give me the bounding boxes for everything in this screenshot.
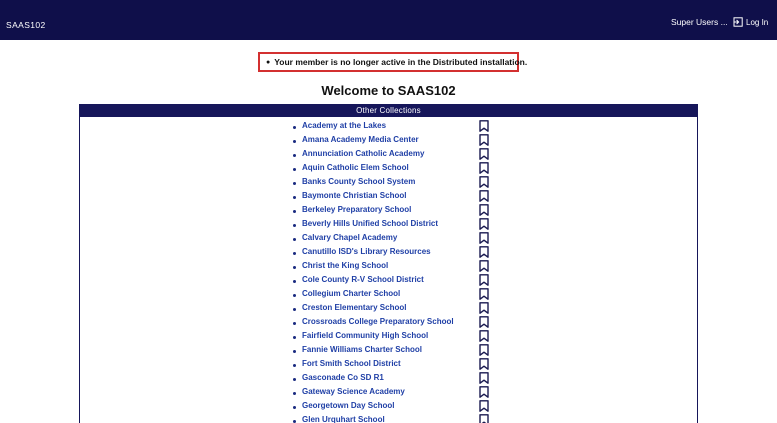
collection-list-item (80, 190, 697, 204)
bookmark-icon[interactable] (479, 190, 489, 202)
inactive-member-alert (258, 52, 528, 72)
alert-bullet: ● (266, 58, 271, 66)
collection-link[interactable]: Annunciation Catholic Academy (302, 149, 425, 158)
collection-link[interactable]: Georgetown Day School (302, 401, 395, 410)
list-bullet (293, 168, 296, 171)
top-navigation-bar (0, 0, 777, 40)
collection-link[interactable]: Baymonte Christian School (302, 191, 407, 200)
site-brand[interactable]: SAAS102 (6, 20, 46, 30)
bookmark-icon[interactable] (479, 414, 489, 423)
list-bullet (293, 182, 296, 185)
list-bullet (293, 294, 296, 297)
list-bullet (293, 322, 296, 325)
panel-heading: Other Collections (80, 104, 697, 117)
list-bullet (293, 196, 296, 199)
collection-link[interactable]: Beverly Hills Unified School District (302, 219, 439, 228)
collection-list-item (80, 232, 697, 246)
collection-list-item (80, 288, 697, 302)
bookmark-icon[interactable] (479, 372, 489, 384)
collection-link[interactable]: Creston Elementary School (302, 303, 407, 312)
collection-list-item (80, 204, 697, 218)
collection-link[interactable]: Academy at the Lakes (302, 121, 387, 130)
collection-link[interactable]: Glen Urquhart School (302, 415, 385, 423)
bookmark-icon[interactable] (479, 316, 489, 328)
collection-link[interactable]: Amana Academy Media Center (302, 135, 419, 144)
bookmark-icon[interactable] (479, 386, 489, 398)
list-bullet (293, 378, 296, 381)
other-collections-panel (79, 104, 698, 423)
collection-link[interactable]: Berkeley Preparatory School (302, 205, 412, 214)
collection-list-item (80, 176, 697, 190)
bookmark-icon[interactable] (479, 330, 489, 342)
collection-list-item (80, 134, 697, 148)
list-bullet (293, 252, 296, 255)
collection-link[interactable]: Fairfield Community High School (302, 331, 429, 340)
collection-list-item (80, 414, 697, 423)
collection-list-item (80, 372, 697, 386)
bookmark-icon[interactable] (479, 400, 489, 412)
collections-list (80, 120, 697, 423)
list-bullet (293, 140, 296, 143)
collection-list-item (80, 218, 697, 232)
collection-link[interactable]: Fort Smith School District (302, 359, 401, 368)
bookmark-icon[interactable] (479, 162, 489, 174)
collection-list-item (80, 274, 697, 288)
list-bullet (293, 154, 296, 157)
list-bullet (293, 280, 296, 283)
collection-link[interactable]: Canutillo ISD's Library Resources (302, 247, 431, 256)
list-bullet (293, 406, 296, 409)
collection-list-item (80, 162, 697, 176)
list-bullet (293, 266, 296, 269)
collection-link[interactable]: Crossroads College Preparatory School (302, 317, 454, 326)
collection-list-item (80, 120, 697, 134)
login-icon (733, 17, 743, 27)
list-bullet (293, 126, 296, 129)
collection-list-item (80, 344, 697, 358)
bookmark-icon[interactable] (479, 218, 489, 230)
collection-link[interactable]: Christ the King School (302, 261, 389, 270)
list-bullet (293, 350, 296, 353)
collection-link[interactable]: Fannie Williams Charter School (302, 345, 422, 354)
bookmark-icon[interactable] (479, 246, 489, 258)
collection-list-item (80, 260, 697, 274)
list-bullet (293, 210, 296, 213)
collection-list-item (80, 316, 697, 330)
bookmark-icon[interactable] (479, 302, 489, 314)
bookmark-icon[interactable] (479, 120, 489, 132)
collection-link[interactable]: Gasconade Co SD R1 (302, 373, 384, 382)
collection-list-item (80, 302, 697, 316)
login-label: Log In (746, 17, 769, 27)
bookmark-icon[interactable] (479, 344, 489, 356)
collection-list-item (80, 246, 697, 260)
list-bullet (293, 224, 296, 227)
bookmark-icon[interactable] (479, 288, 489, 300)
collection-list-item (80, 148, 697, 162)
login-button[interactable] (733, 17, 768, 27)
collection-link[interactable]: Collegium Charter School (302, 289, 401, 298)
bookmark-icon[interactable] (479, 176, 489, 188)
bookmark-icon[interactable] (479, 148, 489, 160)
collection-link[interactable]: Gateway Science Academy (302, 387, 405, 396)
list-bullet (293, 336, 296, 339)
bookmark-icon[interactable] (479, 274, 489, 286)
collection-link[interactable]: Aquin Catholic Elem School (302, 163, 409, 172)
collection-list-item (80, 400, 697, 414)
bookmark-icon[interactable] (479, 134, 489, 146)
list-bullet (293, 238, 296, 241)
bookmark-icon[interactable] (479, 204, 489, 216)
collection-list-item (80, 386, 697, 400)
collection-link[interactable]: Banks County School System (302, 177, 416, 186)
list-bullet (293, 392, 296, 395)
user-menu-button[interactable]: Super Users ... (671, 17, 728, 27)
collection-link[interactable]: Calvary Chapel Academy (302, 233, 398, 242)
bookmark-icon[interactable] (479, 260, 489, 272)
list-bullet (293, 308, 296, 311)
page-title: Welcome to SAAS102 (321, 83, 456, 98)
bookmark-icon[interactable] (479, 358, 489, 370)
collection-list-item (80, 358, 697, 372)
bookmark-icon[interactable] (479, 232, 489, 244)
collection-list-item (80, 330, 697, 344)
alert-message: Your member is no longer active in the Distributed installation. (274, 57, 528, 67)
list-bullet (293, 364, 296, 367)
collection-link[interactable]: Cole County R-V School District (302, 275, 424, 284)
